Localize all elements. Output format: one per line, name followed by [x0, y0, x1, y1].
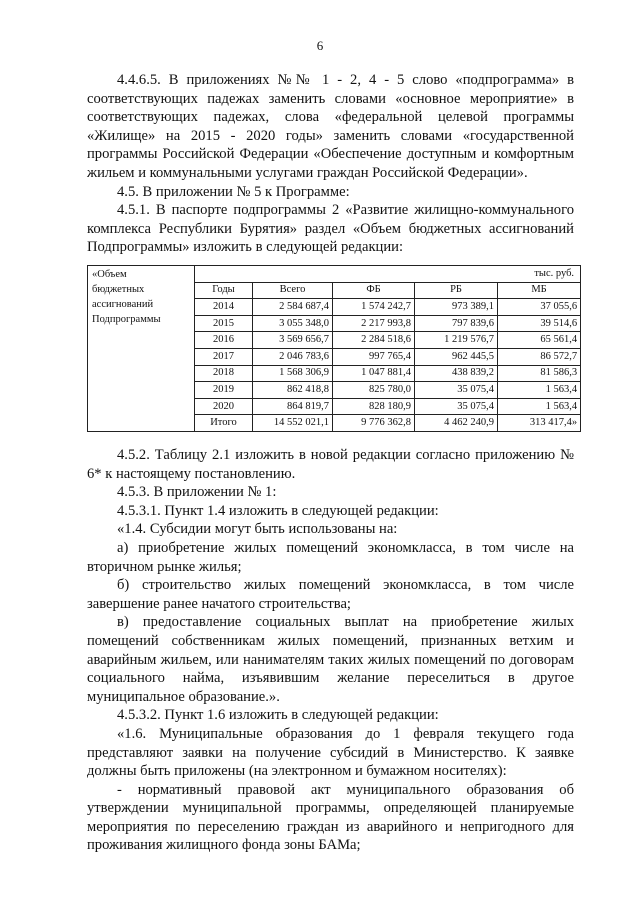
paragraph: а) приобретение жилых помещений экономкласса, в том числе на вторичном рынке жилья; — [87, 539, 574, 575]
year-cell: 2018 — [195, 365, 253, 382]
paragraph: 4.5.3.1. Пункт 1.4 изложить в следующей редакции: — [117, 502, 439, 519]
text-section-bottom — [87, 446, 574, 855]
value-cell: 86 572,7 — [498, 348, 581, 365]
label-line: «Объем — [92, 269, 127, 280]
paragraph: в) предоставление социальных выплат на приобретение жилых помещений собственникам жилых помещений, признанных ветхим и аварийным жильем, или нанимателям таких жилых помещений по договорам социального найма, изъявившим желание переселиться в другое муниципальное образование.». — [87, 614, 574, 705]
value-cell: 864 819,7 — [253, 398, 333, 415]
label-line: бюджетных — [92, 284, 145, 295]
value-cell: 2 217 993,8 — [333, 315, 415, 332]
value-cell: 438 839,2 — [415, 365, 498, 382]
value-cell: 1 563,4 — [498, 382, 581, 399]
paragraph: 4.5.3. В приложении № 1: — [117, 484, 277, 501]
value-cell: 14 552 021,1 — [253, 415, 333, 432]
year-cell: 2014 — [195, 299, 253, 316]
value-cell: 1 563,4 — [498, 398, 581, 415]
column-header: ФБ — [333, 282, 415, 299]
table-unit: тыс. руб. — [195, 266, 581, 283]
value-cell: 1 568 306,9 — [253, 365, 333, 382]
paragraph: 4.5.2. Таблицу 2.1 изложить в новой редакции согласно приложению № 6* к настоящему постановлению. — [87, 447, 574, 482]
value-cell: 2 284 518,6 — [333, 332, 415, 349]
value-cell: 797 839,6 — [415, 315, 498, 332]
budget-table — [87, 265, 580, 432]
value-cell: 1 047 881,4 — [333, 365, 415, 382]
column-header: Годы — [195, 282, 253, 299]
value-cell: 81 586,3 — [498, 365, 581, 382]
paragraph: 4.5.1. В паспорте подпрограммы 2 «Развитие жилищно-коммунального комплекса Республики Бурятия» раздел «Объем бюджетных ассигнований Подпрограммы» изложить в следующей редакции: — [87, 202, 574, 256]
label-line: ассигнований — [92, 299, 154, 310]
value-cell: 37 055,6 — [498, 299, 581, 316]
value-cell: 3 569 656,7 — [253, 332, 333, 349]
column-header: МБ — [498, 282, 581, 299]
value-cell: 4 462 240,9 — [415, 415, 498, 432]
label-line: Подпрограммы — [92, 314, 161, 325]
paragraph: б) строительство жилых помещений экономкласса, в том числе завершение ранее начатого строительства; — [87, 577, 574, 612]
value-cell: 2 046 783,6 — [253, 348, 333, 365]
year-cell: 2019 — [195, 382, 253, 399]
value-cell: 973 389,1 — [415, 299, 498, 316]
year-cell: 2017 — [195, 348, 253, 365]
paragraph: «1.4. Субсидии могут быть использованы на: — [117, 521, 398, 538]
value-cell: 2 584 687,4 — [253, 299, 333, 316]
value-cell: 313 417,4» — [498, 415, 581, 432]
column-header: РБ — [415, 282, 498, 299]
value-cell: 828 180,9 — [333, 398, 415, 415]
value-cell: 9 776 362,8 — [333, 415, 415, 432]
paragraph: «1.6. Муниципальные образования до 1 февраля текущего года представляют заявки на получение субсидий в Министерство. К заявке должны быть приложены (на электронном и бумажном носителях): — [87, 725, 574, 780]
paragraph: - нормативный правовой акт муниципального образования об утверждении муниципальной программы, определяющей планируемые мероприятия по переселению граждан из аварийного и непригодного для проживания жилищного фонда зоны БАМа; — [87, 781, 574, 854]
value-cell: 1 574 242,7 — [333, 299, 415, 316]
value-cell: 1 219 576,7 — [415, 332, 498, 349]
paragraph: 4.5. В приложении № 5 к Программе: — [117, 183, 350, 200]
year-cell: 2020 — [195, 398, 253, 415]
value-cell: 862 418,8 — [253, 382, 333, 399]
value-cell: 825 780,0 — [333, 382, 415, 399]
value-cell: 65 561,4 — [498, 332, 581, 349]
value-cell: 39 514,6 — [498, 315, 581, 332]
column-header: Всего — [253, 282, 333, 299]
text-section-top — [87, 71, 574, 257]
paragraph: 4.4.6.5. В приложениях №№ 1 - 2, 4 - 5 слово «подпрограмма» в соответствующих падежах заменить словами «основное мероприятие» в соответствующих падежах, слова «федеральной целевой программы «Жилище» на 2015 - 2020 годы» заменить словами «государственной программы Российской Федерации «Обеспечение доступным и комфортным жильем и коммунальными услугами граждан Российской Федерации». — [87, 72, 574, 181]
value-cell: 35 075,4 — [415, 398, 498, 415]
page-number: 6 — [316, 38, 324, 53]
paragraph: 4.5.3.2. Пункт 1.6 изложить в следующей редакции: — [117, 707, 439, 724]
value-cell: 962 445,5 — [415, 348, 498, 365]
year-cell: 2016 — [195, 332, 253, 349]
value-cell: 35 075,4 — [415, 382, 498, 399]
year-cell: Итого — [195, 415, 253, 432]
value-cell: 3 055 348,0 — [253, 315, 333, 332]
value-cell: 997 765,4 — [333, 348, 415, 365]
year-cell: 2015 — [195, 315, 253, 332]
table-label-cell — [88, 266, 195, 432]
